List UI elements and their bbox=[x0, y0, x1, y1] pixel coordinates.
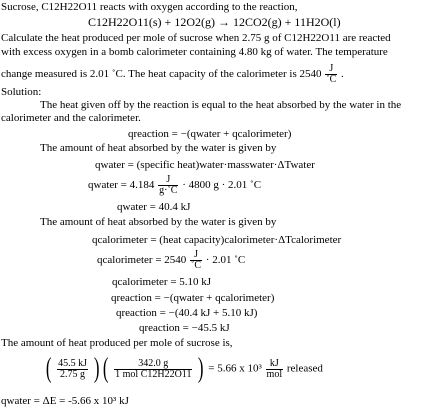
fraction-heat-per-gram bbox=[57, 359, 88, 380]
f1-den: 2.75 g bbox=[60, 368, 86, 380]
solution-paragraph-1b: calorimeter and the calorimeter. bbox=[1, 112, 141, 124]
eq6-den: ˚C bbox=[191, 260, 202, 271]
problem-line-5 bbox=[1, 64, 344, 85]
f2-num: 342.0 g bbox=[114, 359, 192, 370]
paren-close-1: ) bbox=[93, 353, 100, 384]
solution-paragraph-3: The amount of heat absorbed by the water is given by bbox=[40, 216, 277, 228]
eq6-right: · 2.01 ˚C bbox=[205, 254, 246, 267]
f1-num: 45.5 kJ bbox=[58, 357, 87, 369]
paren-open-2: ( bbox=[102, 353, 109, 384]
eq3-right: · 4800 g · 2.01 ˚C bbox=[182, 179, 262, 192]
heat-capacity-unit-2 bbox=[190, 250, 202, 271]
paren-open-1: ( bbox=[45, 353, 52, 384]
eq-q-calorimeter-def: qcalorimeter = (heat capacity)calorimeter·ΔTcalorimeter bbox=[92, 234, 342, 246]
period: . bbox=[341, 68, 344, 81]
unit-num: J bbox=[325, 64, 337, 75]
paren-close-2: ) bbox=[198, 353, 204, 384]
problem-line-1: Sucrose, C12H22O11 reacts with oxygen according to the reaction, bbox=[1, 1, 298, 13]
eq-q-calorimeter-calc bbox=[97, 250, 245, 271]
fraction-molar-mass bbox=[114, 359, 192, 380]
eq6-left: qcalorimeter = 2540 bbox=[97, 254, 187, 267]
specific-heat-unit bbox=[158, 175, 178, 196]
problem-line-5-text: change measured is 2.01 ˚C. The heat capacity of the calorimeter is 2540 bbox=[1, 68, 322, 81]
res-num: kJ bbox=[266, 359, 284, 370]
eq3-num: J bbox=[158, 175, 178, 186]
reaction-equation: C12H22O11(s) + 12O2(g) → 12CO2(g) + 11H2O(l) bbox=[88, 15, 341, 29]
result-unit bbox=[266, 359, 284, 380]
problem-line-4: with excess oxygen in a bomb calorimeter containing 4.80 kg of water. The temperature bbox=[1, 46, 388, 58]
heat-capacity-unit bbox=[325, 64, 337, 85]
res-den: mol bbox=[266, 368, 283, 380]
eq-q-water-result: qwater = 40.4 kJ bbox=[117, 201, 191, 213]
solution-paragraph-4: The amount of heat produced per mole of sucrose is, bbox=[1, 337, 233, 349]
f2-den: 1 mol C12H22O11 bbox=[115, 368, 192, 380]
solution-label: Solution: bbox=[1, 86, 42, 98]
eq-q-water-def: qwater = (specific heat)water·masswater·ΔTwater bbox=[95, 159, 315, 171]
solution-paragraph-1a: The heat given off by the reaction is equal to the heat absorbed by the water in the bbox=[40, 99, 402, 111]
unit-den: ˚C bbox=[326, 74, 337, 85]
eq3-left: qwater = 4.184 bbox=[88, 179, 155, 192]
released-label: released bbox=[286, 362, 323, 375]
eq-q-calorimeter-result: qcalorimeter = 5.10 kJ bbox=[112, 276, 212, 288]
eq-q-reaction-values: qreaction = −(40.4 kJ + 5.10 kJ) bbox=[116, 307, 258, 319]
result-value: = 5.66 x 10³ bbox=[208, 362, 262, 375]
eq-q-water-calc bbox=[88, 175, 261, 196]
eq3-den: g·˚C bbox=[159, 185, 178, 196]
solution-paragraph-2: The amount of heat absorbed by the water is given by bbox=[40, 142, 277, 154]
molar-heat-calculation bbox=[44, 355, 323, 383]
eq-q-reaction-result: qreaction = −45.5 kJ bbox=[139, 322, 230, 334]
eq-q-reaction: qreaction = −(qwater + qcalorimeter) bbox=[128, 128, 292, 140]
final-answer: qwater = ΔE = -5.66 x 10³ kJ bbox=[1, 395, 129, 407]
eq-q-reaction-2: qreaction = −(qwater + qcalorimeter) bbox=[111, 292, 275, 304]
problem-line-3: Calculate the heat produced per mole of sucrose when 2.75 g of C12H22O11 are reacted bbox=[1, 32, 391, 44]
eq6-num: J bbox=[190, 250, 202, 261]
